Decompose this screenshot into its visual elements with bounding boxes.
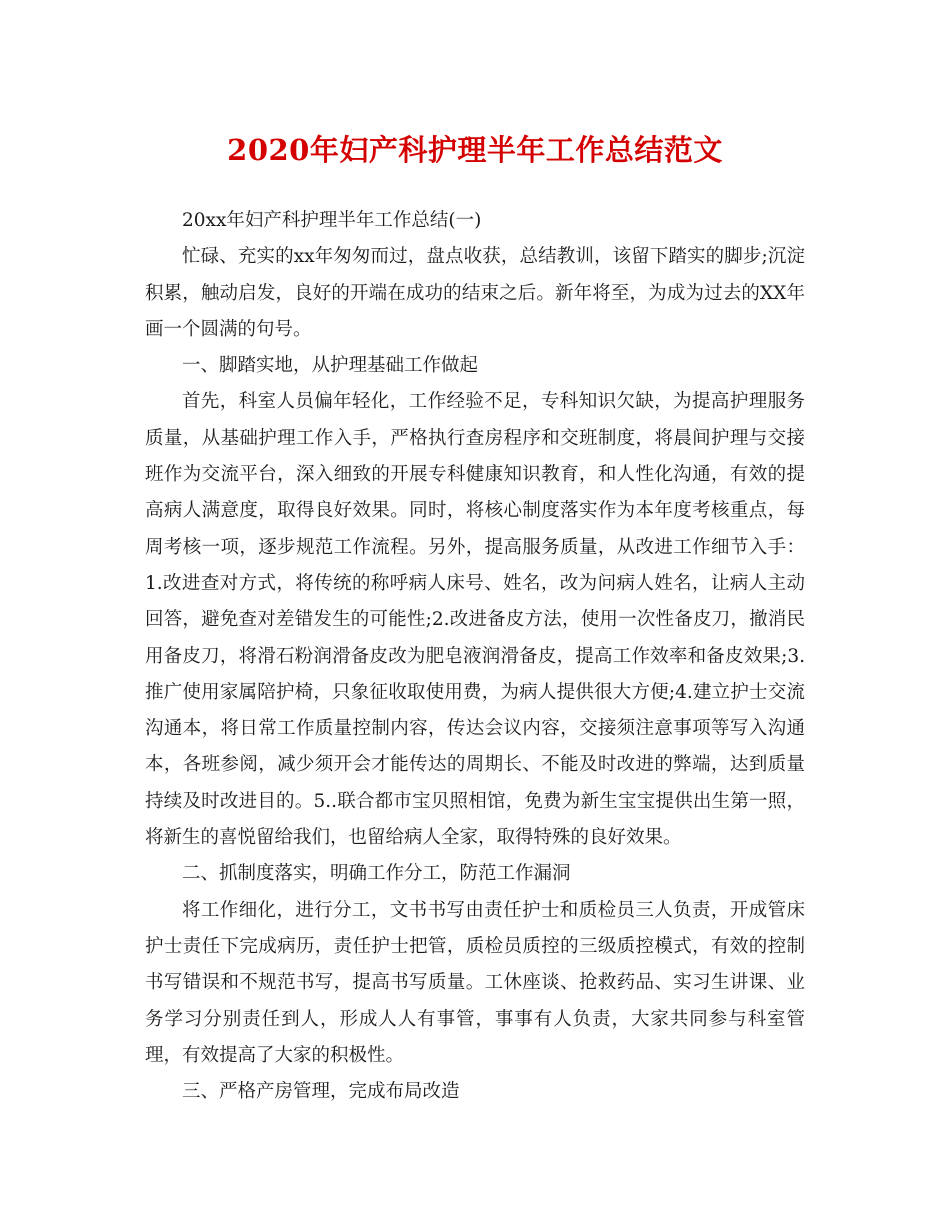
- intro-paragraph: 忙碌、充实的xx年匆匆而过，盘点收获，总结教训，该留下踏实的脚步;沉淀积累，触动启发，良好的开端在成功的结束之后。新年将至，为成为过去的XX年画一个圆满的句号。: [145, 246, 805, 340]
- section-heading-two: 二、抓制度落实，明确工作分工，防范工作漏洞: [182, 863, 571, 885]
- section-heading-one: 一、脚踏实地，从护理基础工作做起: [182, 355, 479, 377]
- section-heading-three: 三、严格产房管理，完成布局改造: [182, 1081, 460, 1103]
- document-title: 2020年妇产科护理半年工作总结范文: [227, 133, 723, 167]
- section-heading-part-one: 20xx年妇产科护理半年工作总结(一): [182, 210, 482, 231]
- document-body: [145, 203, 805, 1110]
- section-two-paragraph: 将工作细化，进行分工，文书书写由责任护士和质检员三人负责，开成管床护士责任下完成病历，责任护士把管，质检员质控的三级质控模式，有效的控制书写错误和不规范书写，提高书写质量。工休座谈、抢救药品、实习生讲课、业务学习分别责任到人，形成人人有事管，事事有人负责，大家共同参与科室管理，有效提高了大家的积极性。: [145, 899, 805, 1066]
- section-one-paragraph: 首先，科室人员偏年轻化，工作经验不足，专科知识欠缺，为提高护理服务质量，从基础护理工作入手，严格执行查房程序和交班制度，将晨间护理与交接班作为交流平台，深入细致的开展专科健康知识教育，和人性化沟通，有效的提高病人满意度，取得良好效果。同时，将核心制度落实作为本年度考核重点，每周考核一项，逐步规范工作流程。另外，提高服务质量，从改进工作细节入手：1.改进查对方式，将传统的称呼病人床号、姓名，改为问病人姓名，让病人主动回答，避免查对差错发生的可能性;2.改进备皮方法，使用一次性备皮刀，撤消民用备皮刀，将滑石粉润滑备皮改为肥皂液润滑备皮，提高工作效率和备皮效果;3.推广使用家属陪护椅，只象征收取使用费，为病人提供很大方便;4.建立护士交流沟通本，将日常工作质量控制内容，传达会议内容，交接须注意事项等写入沟通本，各班参阅，减少须开会才能传达的周期长、不能及时改进的弊端，达到质量持续及时改进目的。5..联合都市宝贝照相馆，免费为新生宝宝提供出生第一照，将新生的喜悦留给我们，也留给病人全家，取得特殊的良好效果。: [145, 391, 805, 849]
